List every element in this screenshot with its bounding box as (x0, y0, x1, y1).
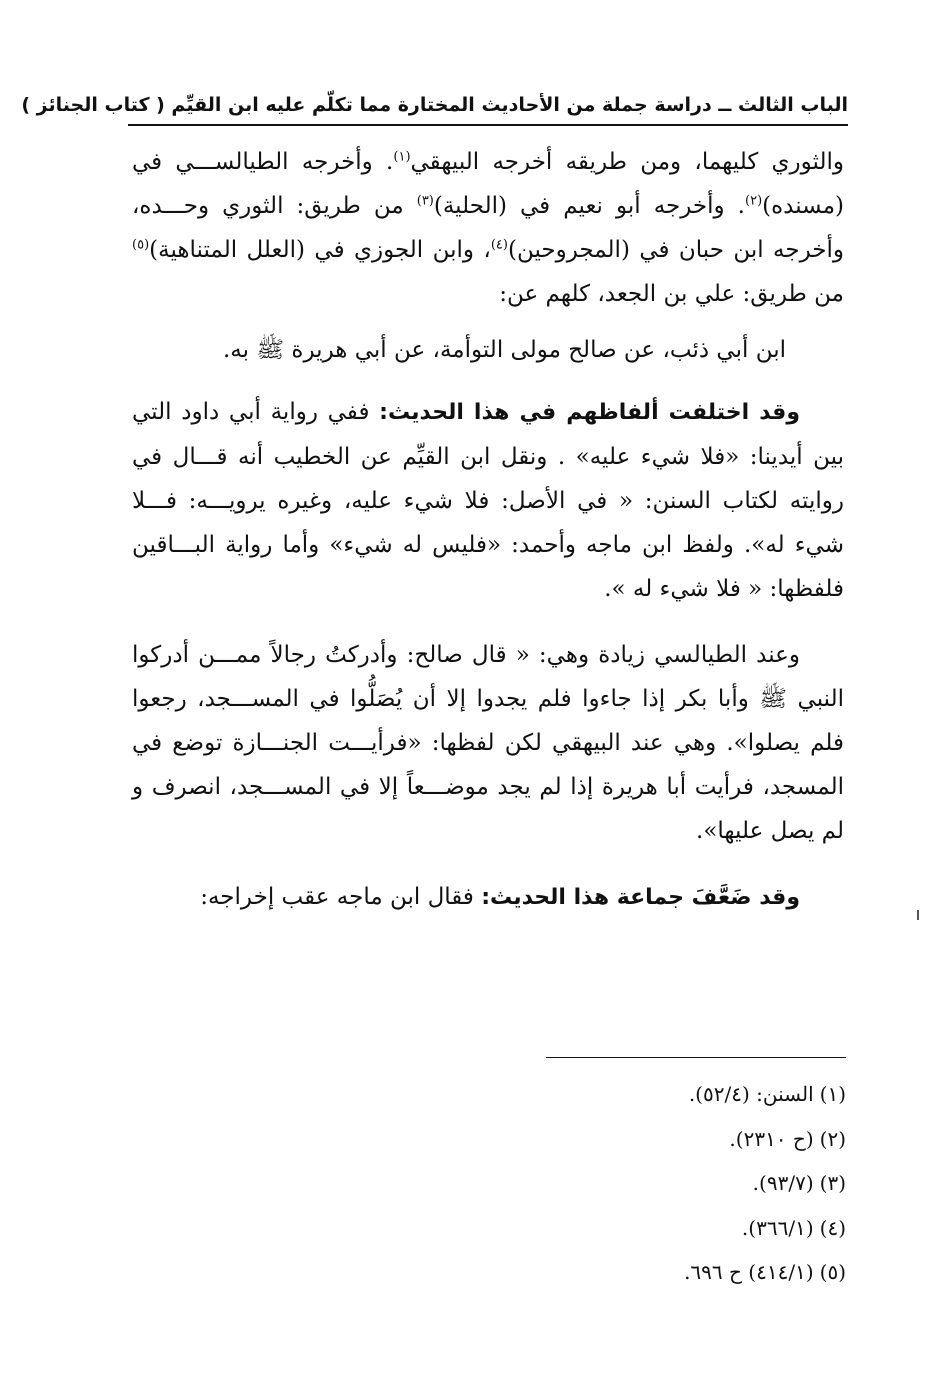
footnote-ref-5[interactable]: (٥) (132, 237, 150, 253)
main-text (132, 140, 844, 920)
chapter-title: الباب الثالث ــ دراسة جملة من الأحاديث المختارة مما تكلّم عليه ابن القيِّم ( كتاب الجنائز ) (21, 94, 848, 116)
isnad-line: ابن أبي ذئب، عن صالح مولى التوأمة، عن أبي هريرة ﷺ به. (222, 337, 786, 363)
paragraph-tayalisi-addition: وعند الطيالسي زيادة وهي: « قال صالح: وأدركتُ رجالاً ممـــن أدركوا النبي ﷺ وأبا بكر إذا جاءوا فلم يجدوا إلا أن يُصَلُّوا في المســـجد، رجعوا فلم يصلوا». وهي عند البيهقي لكن لفظها: «فرأيـــت الجنـــازة توضع في المسجد، فرأيت أبا هريرة إذا لم يجد موضـــعاً إلا في المســـجد، انصرف و لم يصل عليها». (132, 642, 844, 844)
paragraph-wording-differences: وقد اختلفت ألفاظهم في هذا الحديث: ففي رواية أبي داود التي بين أيدينا: «فلا شيء عليه» . ونقل ابن القيِّم عن الخطيب أنه قـــال في روايته لكتاب السنن: « في الأصل: فلا شيء عليه، وغيره يرويـــه: فـــلا شيء له». ولفظ ابن ماجه وأحمد: «فليس له شيء» وأما رواية البـــاقين فلفظها: « فلا شيء له ». (132, 399, 844, 602)
header-rule (128, 124, 848, 126)
section-lead: وقد ضَعَّفَ جماعة هذا الحديث: (481, 885, 800, 910)
footnote-ref-1[interactable]: (١) (393, 149, 411, 165)
footnote-ref-4[interactable]: (٤) (490, 237, 508, 253)
footnote-item: (٥)(٤١٤/١) ح ٦٩٦. (684, 1260, 846, 1284)
footnote-rule (546, 1057, 846, 1058)
running-header (21, 88, 848, 122)
scan-mark (917, 910, 919, 920)
section-lead: وقد اختلفت ألفاظهم في هذا الحديث: (379, 400, 800, 425)
footnote-item: (١)السنن: (٥٢/٤). (688, 1082, 846, 1106)
footnote-item: (٤)(٣٦٦/١). (741, 1215, 846, 1240)
footnotes (520, 1072, 846, 1295)
footnote-ref-2[interactable]: (٢) (745, 193, 763, 209)
paragraph-sources: والثوري كليهما، ومن طريقه أخرجه البيهقي$^{(١)}$. وأخرجه الطيالســـي في (مسنده)$^{(٢)}$. وأخرجه أبو نعيم في (الحلية)$^{(٣)}$ من طريق: الثوري وحـــده، وأخرجه ابن حبان في (المجروحين)$^{(٤)}$، وابن الجوزي في (العلل المتناهية)$^{(٥)}$ من طريق: علي بن الجعد، كلهم عن: (132, 149, 844, 307)
paragraph-weakening: وقد ضَعَّفَ جماعة هذا الحديث: فقال ابن ماجه عقب إخراجه: (200, 884, 800, 910)
footnote-item: (٢)(ح ٢٣١٠). (729, 1126, 846, 1151)
footnote-ref-3[interactable]: (٣) (416, 193, 434, 209)
footnote-item: (٣)(٩٣/٧). (752, 1171, 846, 1195)
